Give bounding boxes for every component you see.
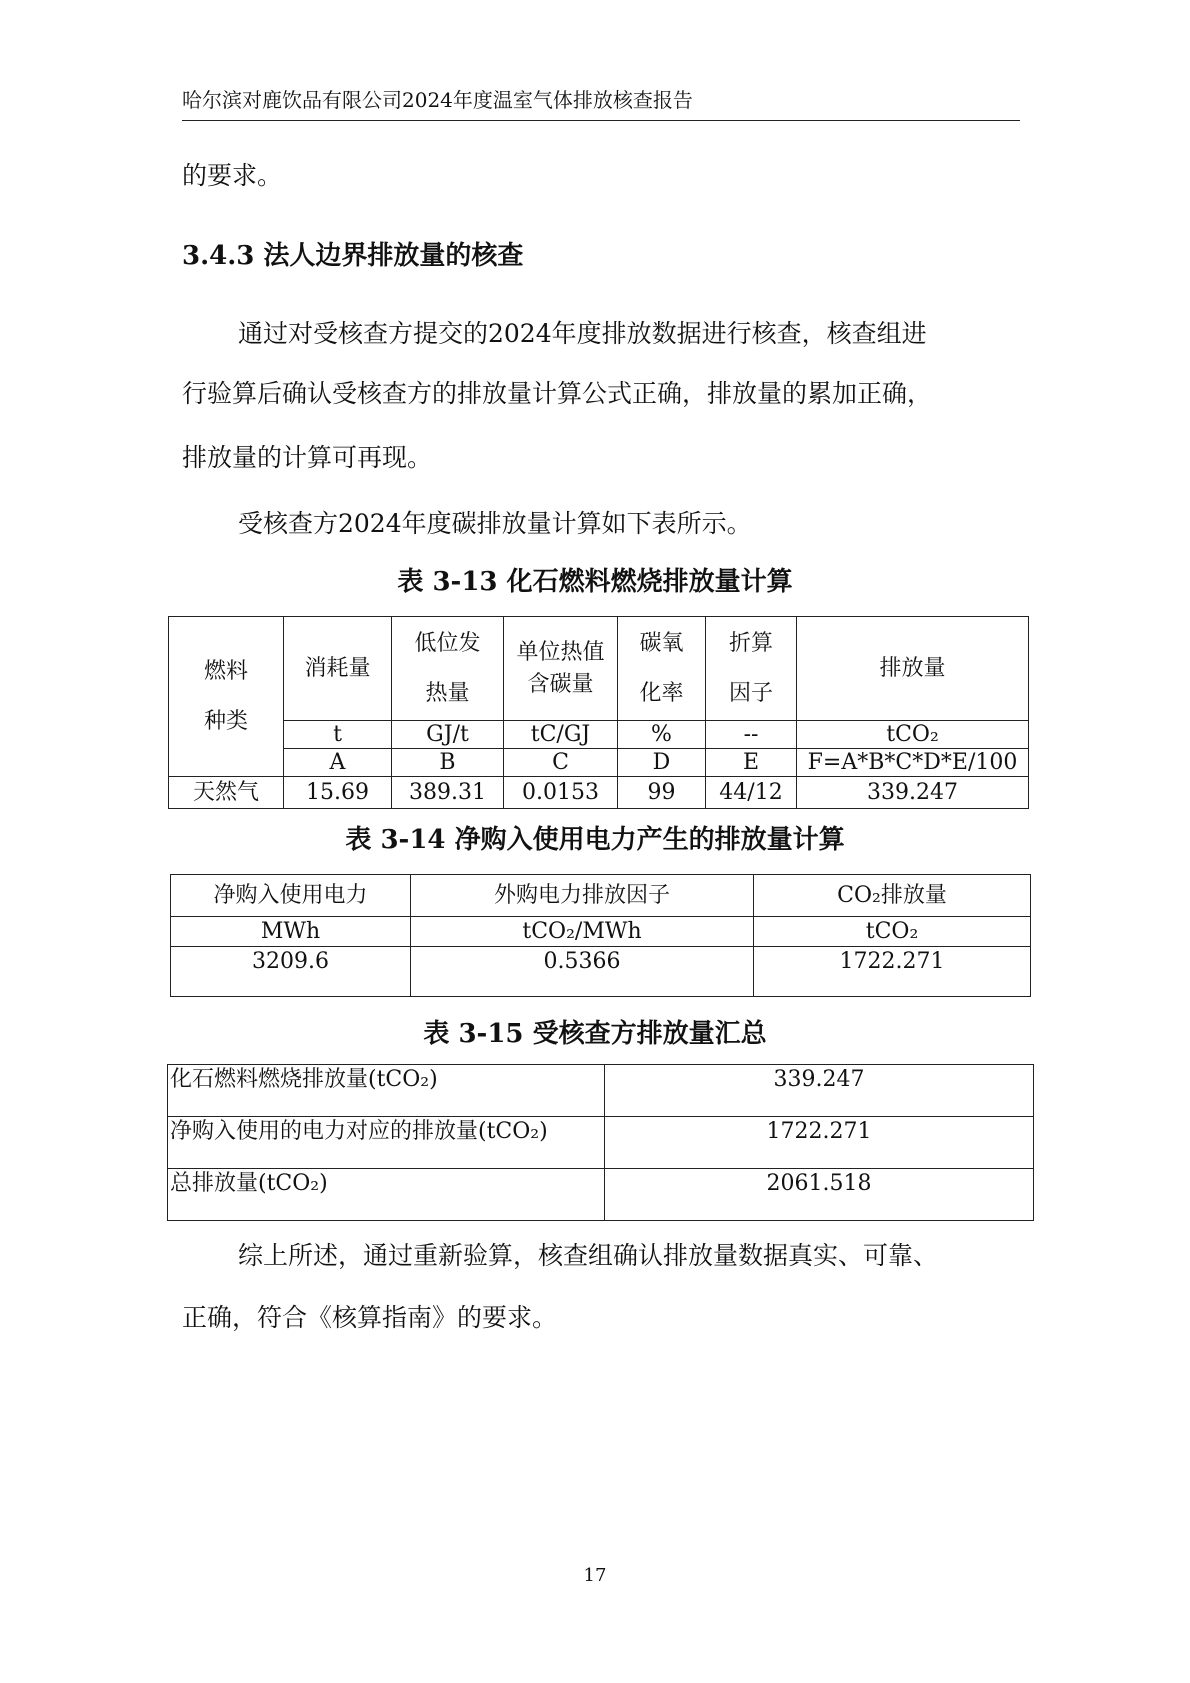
t14-cell: 3209.6	[171, 947, 411, 997]
t13-unit: GJ/t	[392, 721, 504, 749]
t13-symbol: B	[392, 749, 504, 777]
paragraph-3-line-2: 正确，符合《核算指南》的要求。	[182, 1303, 558, 1332]
table-15-caption: 表 3-15 受核查方排放量汇总	[423, 1019, 767, 1049]
t14-header: CO₂排放量	[754, 875, 1031, 917]
paragraph-1-line-2: 行验算后确认受核查方的排放量计算公式正确，排放量的累加正确，	[182, 379, 933, 408]
t15-label: 总排放量(tCO₂)	[168, 1169, 605, 1221]
paragraph-3-line-1: 综上所述，通过重新验算，核查组确认排放量数据真实、可靠、	[238, 1241, 939, 1270]
t13-cell: 339.247	[797, 777, 1029, 809]
t13-cell: 15.69	[284, 777, 392, 809]
t13-header-fuel-type: 燃料 种类	[169, 617, 284, 777]
t15-label: 化石燃料燃烧排放量(tCO₂)	[168, 1065, 605, 1117]
paragraph-1-line-1: 通过对受核查方提交的2024年度排放数据进行核查，核查组进	[238, 319, 927, 348]
t15-value: 339.247	[605, 1065, 1034, 1117]
t13-header-emission: 排放量	[797, 617, 1029, 721]
table-14-caption: 表 3-14 净购入使用电力产生的排放量计算	[345, 825, 845, 855]
intro-tail: 的要求。	[182, 161, 283, 190]
t13-unit: tC/GJ	[504, 721, 618, 749]
t13-cell: 0.0153	[504, 777, 618, 809]
t13-header-oxidation: 碳氧 化率	[618, 617, 706, 721]
t14-unit: tCO₂	[754, 917, 1031, 947]
page-header: 哈尔滨对鹿饮品有限公司2024年度温室气体排放核查报告	[182, 86, 1020, 121]
t13-header-carbon-content: 单位热值 含碳量	[504, 617, 618, 721]
t13-header-ncv: 低位发 热量	[392, 617, 504, 721]
t13-symbol: D	[618, 749, 706, 777]
t13-symbol: A	[284, 749, 392, 777]
page-number: 17	[583, 1565, 607, 1586]
t13-unit: t	[284, 721, 392, 749]
t13-symbol: E	[706, 749, 797, 777]
t13-symbol: F=A*B*C*D*E/100	[797, 749, 1029, 777]
t13-header-conversion: 折算 因子	[706, 617, 797, 721]
paragraph-2: 受核查方2024年度碳排放量计算如下表所示。	[238, 509, 752, 538]
table-14	[170, 874, 1031, 997]
table-13	[168, 616, 1029, 809]
t13-cell: 44/12	[706, 777, 797, 809]
t13-unit: tCO₂	[797, 721, 1029, 749]
t13-unit: %	[618, 721, 706, 749]
t14-cell: 0.5366	[411, 947, 754, 997]
t13-cell: 天然气	[169, 777, 284, 809]
t14-header: 净购入使用电力	[171, 875, 411, 917]
t13-cell: 389.31	[392, 777, 504, 809]
t14-cell: 1722.271	[754, 947, 1031, 997]
section-heading: 3.4.3 法人边界排放量的核查	[182, 241, 524, 271]
t13-unit: --	[706, 721, 797, 749]
t15-value: 2061.518	[605, 1169, 1034, 1221]
t14-unit: tCO₂/MWh	[411, 917, 754, 947]
t14-header: 外购电力排放因子	[411, 875, 754, 917]
t13-cell: 99	[618, 777, 706, 809]
t14-unit: MWh	[171, 917, 411, 947]
paragraph-1-line-3: 排放量的计算可再现。	[182, 443, 433, 472]
t15-label: 净购入使用的电力对应的排放量(tCO₂)	[168, 1117, 605, 1169]
table-13-caption: 表 3-13 化石燃料燃烧排放量计算	[397, 567, 793, 597]
table-15	[167, 1064, 1034, 1221]
t15-value: 1722.271	[605, 1117, 1034, 1169]
t13-header-consumption: 消耗量	[284, 617, 392, 721]
t13-symbol: C	[504, 749, 618, 777]
